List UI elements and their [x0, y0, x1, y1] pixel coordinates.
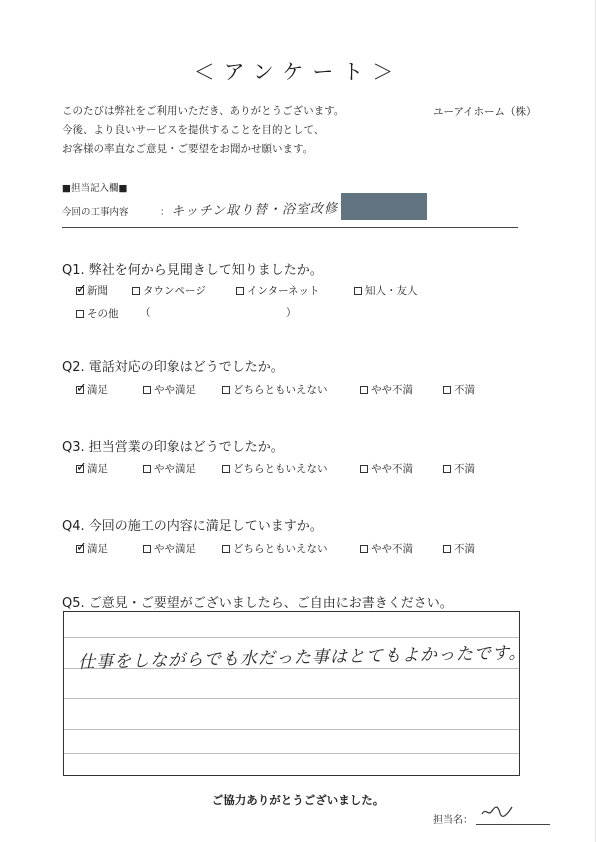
work-content-label: 今回の工事内容 — [62, 207, 129, 218]
ruled-line — [64, 729, 519, 730]
q3-option-label: やや満足 — [154, 463, 196, 475]
checkbox[interactable] — [443, 465, 451, 473]
q1-other-paren-open: （ — [140, 307, 151, 319]
free-comment-box[interactable] — [63, 611, 520, 776]
checkbox[interactable] — [143, 465, 151, 473]
q4-option-label: どちらともいえない — [233, 543, 328, 555]
checkbox[interactable] — [360, 545, 368, 553]
q3-option-satisfied[interactable] — [76, 461, 108, 476]
q3-option-label: やや不満 — [371, 463, 413, 475]
q3-option-neutral[interactable] — [222, 461, 328, 476]
q4-option-label: やや満足 — [154, 543, 196, 555]
q4-option-label: やや不満 — [371, 543, 413, 555]
question-3: Q3. 担当営業の印象はどうでしたか。 — [62, 440, 284, 455]
checkbox[interactable] — [222, 545, 230, 553]
q2-option-satisfied[interactable] — [76, 382, 108, 397]
ruled-line — [64, 698, 519, 699]
checkbox[interactable] — [143, 386, 151, 394]
check-icon: ✓ — [76, 381, 87, 396]
question-4: Q4. 今回の施工の内容に満足していますか。 — [62, 519, 323, 534]
checkbox[interactable] — [443, 545, 451, 553]
q1-option-other[interactable] — [76, 306, 119, 321]
checkbox-checked[interactable] — [76, 540, 87, 555]
q4-option-dissatisfied[interactable] — [443, 541, 475, 556]
q2-option-neutral[interactable] — [222, 382, 328, 397]
q1-option-internet[interactable] — [236, 283, 320, 298]
staff-name-label: 担当名： — [433, 815, 473, 826]
checkbox[interactable] — [443, 386, 451, 394]
q4-option-somewhat-dissatisfied[interactable] — [360, 541, 413, 556]
q2-option-somewhat-dissatisfied[interactable] — [360, 382, 413, 397]
checkbox[interactable] — [222, 465, 230, 473]
q1-option-label: インターネット — [247, 285, 320, 297]
company-name: ユーアイホーム（株） — [433, 106, 537, 118]
checkbox[interactable] — [360, 465, 368, 473]
intro-line-2: 今後、より良いサービスを提供することを目的として、 — [62, 124, 325, 136]
free-comment-answer: 仕事をしながらでも水だった事はとてもよかったです。 — [77, 643, 527, 673]
q1-option-label: 知人・友人 — [365, 285, 418, 297]
q2-option-somewhat-satisfied[interactable] — [143, 382, 196, 397]
question-1: Q1. 弊社を何から見聞きして知りましたか。 — [62, 263, 323, 278]
staff-section-heading: ■担当記入欄■ — [62, 183, 128, 194]
q4-option-satisfied[interactable] — [76, 541, 108, 556]
page-title: ＜アンケート＞ — [193, 60, 403, 84]
q1-option-townpage[interactable] — [132, 283, 206, 298]
intro-line-3: お客様の率直なご意見・ご要望をお聞かせ願います。 — [62, 143, 314, 155]
q3-option-label: どちらともいえない — [233, 463, 328, 475]
staff-name-line — [476, 824, 550, 825]
checkbox-checked[interactable] — [76, 282, 87, 297]
q4-option-somewhat-satisfied[interactable] — [143, 541, 196, 556]
q4-option-neutral[interactable] — [222, 541, 328, 556]
ruled-line — [64, 753, 519, 754]
checkbox[interactable] — [236, 287, 244, 295]
checkbox[interactable] — [76, 310, 84, 318]
work-content-colon: ： — [160, 207, 170, 218]
thanks-message: ご協力ありがとうございました。 — [211, 793, 385, 807]
q3-option-dissatisfied[interactable] — [443, 461, 475, 476]
q3-option-label: 満足 — [87, 463, 108, 475]
intro-line-1: このたびは弊社をご利用いただき、ありがとうございます。 — [62, 105, 345, 117]
checkbox[interactable] — [354, 287, 362, 295]
ruled-line — [64, 637, 519, 638]
q2-option-label: 不満 — [454, 384, 475, 396]
q1-option-newspaper[interactable] — [76, 283, 108, 298]
checkbox[interactable] — [222, 386, 230, 394]
q2-option-dissatisfied[interactable] — [443, 382, 475, 397]
question-2: Q2. 電話対応の印象はどうでしたか。 — [62, 360, 284, 375]
q1-other-paren-close: ） — [286, 307, 297, 319]
q1-option-label: タウンページ — [143, 285, 206, 297]
q1-option-label: 新聞 — [87, 285, 108, 297]
q4-option-label: 不満 — [454, 543, 475, 555]
check-icon: ✓ — [76, 540, 87, 555]
checkbox[interactable] — [132, 287, 140, 295]
q2-option-label: 満足 — [87, 384, 108, 396]
checkbox-checked[interactable] — [76, 381, 87, 396]
q3-option-label: 不満 — [454, 463, 475, 475]
checkbox[interactable] — [143, 545, 151, 553]
q2-option-label: やや不満 — [371, 384, 413, 396]
q3-option-somewhat-dissatisfied[interactable] — [360, 461, 413, 476]
checkbox-checked[interactable] — [76, 460, 87, 475]
q2-option-label: どちらともいえない — [233, 384, 328, 396]
staff-signature — [480, 803, 514, 823]
signature-scribble — [480, 803, 514, 819]
q2-option-label: やや満足 — [154, 384, 196, 396]
q1-option-friend[interactable] — [354, 283, 418, 298]
check-icon: ✓ — [76, 282, 87, 297]
checkbox[interactable] — [360, 386, 368, 394]
question-5: Q5. ご意見・ご要望がございましたら、ご自由にお書きください。 — [62, 596, 453, 611]
q1-option-label: その他 — [87, 308, 119, 320]
q3-option-somewhat-satisfied[interactable] — [143, 461, 196, 476]
q4-option-label: 満足 — [87, 543, 108, 555]
section-divider — [62, 227, 518, 228]
work-content-value[interactable]: キッチン取り替・浴室改修 — [170, 201, 339, 220]
redacted-block — [341, 193, 427, 220]
check-icon: ✓ — [76, 460, 87, 475]
